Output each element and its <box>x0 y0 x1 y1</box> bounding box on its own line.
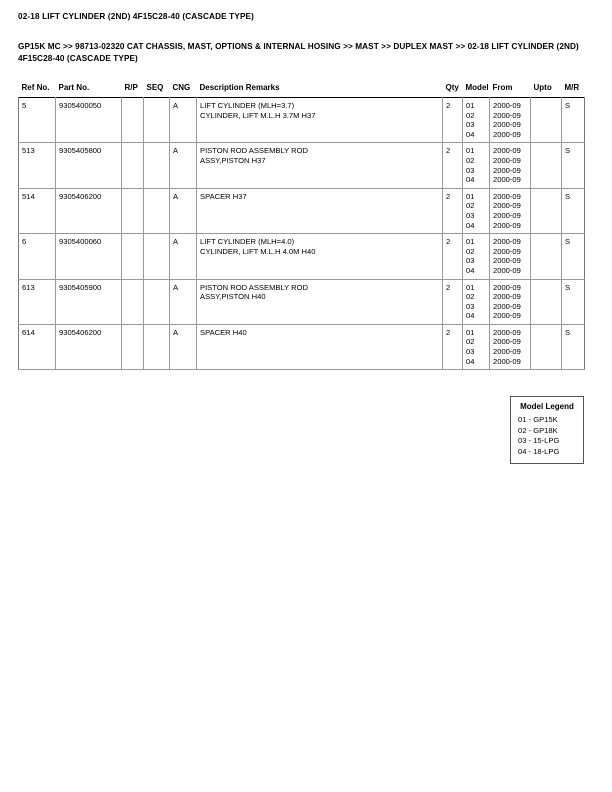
cell-mr: S <box>562 279 585 324</box>
cell-mr: S <box>562 324 585 369</box>
cell-description <box>197 324 443 369</box>
cell-cng: A <box>170 279 197 324</box>
from-date: 2000-09 <box>493 175 521 185</box>
cell-ref-no: 613 <box>19 279 56 324</box>
cell-ref-no: 513 <box>19 143 56 188</box>
model-code: 03 <box>466 120 475 130</box>
cell-rp <box>122 234 144 279</box>
cell-qty: 2 <box>443 98 463 143</box>
cell-upto <box>531 324 562 369</box>
from-date: 2000-09 <box>493 327 521 337</box>
model-legend-item: 02 - GP18K <box>518 425 558 435</box>
from-date: 2000-09 <box>493 301 521 311</box>
cell-mr: S <box>562 98 585 143</box>
column-header-model: Model <box>465 83 489 92</box>
model-code: 04 <box>466 356 475 366</box>
cell-seq <box>144 98 170 143</box>
cell-cng: A <box>170 98 197 143</box>
cell-cng: A <box>170 324 197 369</box>
cell-upto <box>531 143 562 188</box>
cell-part-no: 9305405900 <box>56 279 122 324</box>
model-code: 03 <box>466 210 475 220</box>
page-title: 02-18 LIFT CYLINDER (2ND) 4F15C28-40 (CASCADE TYPE) <box>18 12 255 21</box>
cell-description <box>197 143 443 188</box>
description-line: PISTON ROD ASSEMBLY ROD <box>200 282 309 292</box>
cell-model <box>463 279 490 324</box>
column-header-cng: CNG <box>172 83 191 92</box>
breadcrumb: GP15K MC >> 98713-02320 CAT CHASSIS, MAST, OPTIONS & INTERNAL HOSING >> MAST >> DUPLEX MAST >> 02-18 LIFT CYLINDER (2ND) 4F15C28-40 (CASCADE TYPE) <box>18 42 579 63</box>
cell-qty: 2 <box>443 279 463 324</box>
from-date: 2000-09 <box>493 165 521 175</box>
cell-model <box>463 98 490 143</box>
table-header-row <box>19 83 585 98</box>
cell-description <box>197 279 443 324</box>
from-date: 2000-09 <box>493 237 521 247</box>
model-code: 04 <box>466 311 475 321</box>
cell-cng: A <box>170 234 197 279</box>
cell-ref-no: 614 <box>19 324 56 369</box>
column-header-from: From <box>492 83 513 92</box>
from-date: 2000-09 <box>493 101 521 110</box>
model-code: 04 <box>466 220 475 230</box>
cell-mr: S <box>562 188 585 233</box>
cell-qty: 2 <box>443 324 463 369</box>
description-line: SPACER H37 <box>200 191 247 201</box>
from-date: 2000-09 <box>493 282 521 292</box>
from-date: 2000-09 <box>493 120 521 130</box>
from-date: 2000-09 <box>493 337 521 347</box>
from-date: 2000-09 <box>493 146 521 156</box>
cell-from <box>490 188 531 233</box>
cell-from <box>490 324 531 369</box>
column-header-description-remarks: Description Remarks <box>199 83 280 92</box>
cell-seq <box>144 324 170 369</box>
column-header-mr: M/R <box>564 83 580 92</box>
model-legend-title: Model Legend <box>520 402 574 411</box>
from-date: 2000-09 <box>493 210 521 220</box>
parts-table <box>18 83 585 370</box>
model-code: 04 <box>466 129 475 139</box>
column-header-part-no: Part No. <box>58 83 90 92</box>
cell-cng: A <box>170 143 197 188</box>
model-code: 01 <box>466 101 475 110</box>
cell-seq <box>144 279 170 324</box>
cell-mr: S <box>562 234 585 279</box>
cell-part-no: 9305400050 <box>56 98 122 143</box>
model-code: 01 <box>466 237 475 247</box>
from-date: 2000-09 <box>493 220 521 230</box>
model-code: 02 <box>466 337 475 347</box>
from-date: 2000-09 <box>493 201 521 211</box>
table-row <box>19 234 585 279</box>
cell-qty: 2 <box>443 143 463 188</box>
from-date: 2000-09 <box>493 347 521 357</box>
cell-part-no: 9305400060 <box>56 234 122 279</box>
model-code: 03 <box>466 165 475 175</box>
model-code: 02 <box>466 246 475 256</box>
cell-ref-no: 6 <box>19 234 56 279</box>
cell-ref-no: 5 <box>19 98 56 143</box>
model-code: 01 <box>466 282 475 292</box>
model-legend-box <box>510 396 584 464</box>
model-code: 04 <box>466 175 475 185</box>
from-date: 2000-09 <box>493 265 521 275</box>
cell-seq <box>144 143 170 188</box>
cell-upto <box>531 234 562 279</box>
from-date: 2000-09 <box>493 246 521 256</box>
cell-rp <box>122 143 144 188</box>
table-row <box>19 279 585 324</box>
cell-qty: 2 <box>443 234 463 279</box>
cell-model <box>463 324 490 369</box>
description-line: PISTON ROD ASSEMBLY ROD <box>200 146 309 156</box>
description-line: CYLINDER, LIFT M.L.H 3.7M H37 <box>200 110 316 120</box>
cell-part-no: 9305406200 <box>56 188 122 233</box>
model-code: 01 <box>466 327 475 337</box>
model-code: 02 <box>466 110 475 120</box>
column-header-seq: SEQ <box>146 83 164 92</box>
description-line: CYLINDER, LIFT M.L.H 4.0M H40 <box>200 246 316 256</box>
cell-description <box>197 188 443 233</box>
cell-from <box>490 98 531 143</box>
cell-model <box>463 143 490 188</box>
model-code: 03 <box>466 301 475 311</box>
cell-rp <box>122 324 144 369</box>
cell-rp <box>122 188 144 233</box>
from-date: 2000-09 <box>493 256 521 266</box>
description-line: SPACER H40 <box>200 327 247 337</box>
from-date: 2000-09 <box>493 292 521 302</box>
model-code: 01 <box>466 146 475 156</box>
cell-upto <box>531 279 562 324</box>
cell-ref-no: 514 <box>19 188 56 233</box>
from-date: 2000-09 <box>493 311 521 321</box>
model-code: 02 <box>466 292 475 302</box>
column-header-qty: Qty <box>445 83 459 92</box>
description-line: LIFT CYLINDER (MLH=4.0) <box>200 237 295 247</box>
column-header-upto: Upto <box>533 83 552 92</box>
model-code: 02 <box>466 155 475 165</box>
cell-from <box>490 279 531 324</box>
description-line: LIFT CYLINDER (MLH=3.7) <box>200 101 295 110</box>
cell-from <box>490 234 531 279</box>
from-date: 2000-09 <box>493 191 521 201</box>
table-row <box>19 143 585 188</box>
table-row <box>19 98 585 143</box>
table-row <box>19 324 585 369</box>
table-row <box>19 188 585 233</box>
cell-part-no: 9305406200 <box>56 324 122 369</box>
cell-upto <box>531 188 562 233</box>
model-legend-item: 04 - 18-LPG <box>518 446 560 456</box>
model-code: 03 <box>466 256 475 266</box>
table-body <box>19 98 585 370</box>
cell-model <box>463 234 490 279</box>
description-line: ASSY,PISTON H40 <box>200 292 266 302</box>
model-legend-item: 03 - 15-LPG <box>518 436 560 445</box>
cell-rp <box>122 279 144 324</box>
cell-from <box>490 143 531 188</box>
cell-description <box>197 234 443 279</box>
cell-rp <box>122 98 144 143</box>
cell-part-no: 9305405800 <box>56 143 122 188</box>
cell-mr: S <box>562 143 585 188</box>
cell-qty: 2 <box>443 188 463 233</box>
model-legend-item: 01 - GP15K <box>518 415 558 424</box>
from-date: 2000-09 <box>493 129 521 139</box>
from-date: 2000-09 <box>493 110 521 120</box>
table-header <box>19 83 585 98</box>
column-header-rp: R/P <box>124 83 138 92</box>
model-code: 01 <box>466 191 475 201</box>
from-date: 2000-09 <box>493 155 521 165</box>
cell-description <box>197 98 443 143</box>
model-code: 02 <box>466 201 475 211</box>
model-code: 03 <box>466 347 475 357</box>
from-date: 2000-09 <box>493 356 521 366</box>
cell-upto <box>531 98 562 143</box>
cell-seq <box>144 234 170 279</box>
cell-seq <box>144 188 170 233</box>
cell-model <box>463 188 490 233</box>
model-code: 04 <box>466 265 475 275</box>
cell-cng: A <box>170 188 197 233</box>
description-line: ASSY,PISTON H37 <box>200 155 266 165</box>
column-header-ref-no: Ref No. <box>21 83 50 92</box>
